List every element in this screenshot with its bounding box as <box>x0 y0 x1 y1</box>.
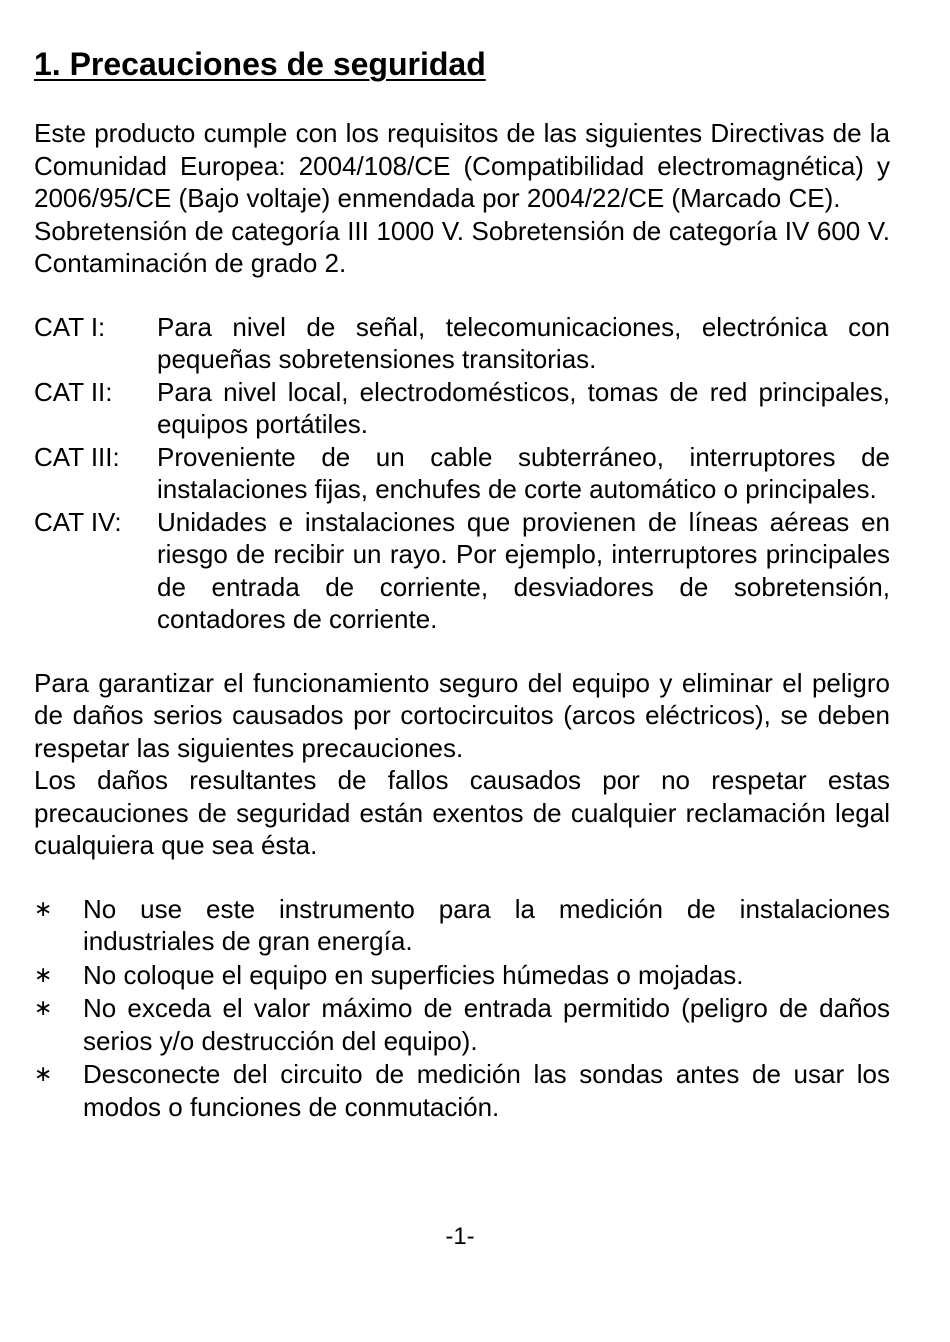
list-item-text: No coloque el equipo en superficies húmedas o mojadas. <box>83 959 744 990</box>
category-label: CAT II: <box>34 376 113 407</box>
asterisk-bullet-icon: ∗ <box>34 995 53 1020</box>
category-label: CAT III: <box>34 441 120 472</box>
intro-paragraph-overvoltage: Sobretensión de categoría III 1000 V. Sobretensión de categoría IV 600 V. Contaminación de grado 2. <box>34 215 890 278</box>
spacer <box>34 280 890 311</box>
category-description: Para nivel de señal, telecomunicaciones, electrónica con pequeñas sobretensiones transitorias. <box>157 311 890 374</box>
document-page <box>34 38 890 1124</box>
list-item-text: No exceda el valor máximo de entrada permitido (peligro de daños serios y/o destrucción del equipo). <box>83 993 890 1056</box>
category-label: CAT I: <box>34 311 106 342</box>
category-description: Para nivel local, electrodomésticos, tomas de red principales, equipos portátiles. <box>157 376 890 439</box>
page-number: -1- <box>445 1223 475 1250</box>
section-title: 1. Precauciones de seguridad <box>34 46 486 82</box>
category-item-cat-ii <box>34 376 890 441</box>
asterisk-bullet-icon: ∗ <box>34 961 53 987</box>
category-label: CAT IV: <box>34 506 122 537</box>
list-item-text: Desconecte del circuito de medición las sondas antes de usar los modos o funciones de conmutación. <box>83 1059 890 1122</box>
list-item <box>34 893 890 958</box>
spacer <box>34 90 890 117</box>
category-description: Unidades e instalaciones que provienen de líneas aéreas en riesgo de recibir un rayo. Por ejemplo, interruptores principales de entrada de corriente, desviadores de sobretensión, contadores de corriente. <box>157 506 890 634</box>
list-item <box>34 992 890 1057</box>
category-description: Proveniente de un cable subterráneo, interruptores de instalaciones fijas, enchufes de corte automático o principales. <box>157 441 890 504</box>
list-item <box>34 959 890 992</box>
list-item-text: No use este instrumento para la medición de instalaciones industriales de gran energía. <box>83 893 890 956</box>
category-item-cat-i <box>34 311 890 376</box>
category-item-cat-iii <box>34 441 890 506</box>
category-item-cat-iv <box>34 506 890 636</box>
intro-paragraph-directives: Este producto cumple con los requisitos de las siguientes Directivas de la Comunidad Europea: 2004/108/CE (Compatibilidad electromagnética) y 2006/95/CE (Bajo voltaje) enmendada por 2004/22/CE (Marcado CE). <box>34 118 890 213</box>
spacer <box>34 636 890 667</box>
list-item <box>34 1058 890 1123</box>
asterisk-bullet-icon: ∗ <box>34 1061 53 1086</box>
warning-paragraph-precautions: Para garantizar el funcionamiento seguro del equipo y eliminar el peligro de daños serios causados por cortocircuitos (arcos eléctricos), se deben respetar las siguientes precauciones. <box>34 667 890 763</box>
spacer <box>34 862 890 893</box>
asterisk-bullet-icon: ∗ <box>34 895 53 921</box>
warning-paragraph-liability: Los daños resultantes de fallos causados por no respetar estas precauciones de seguridad están exentos de cualquier reclamación legal cualquiera que sea ésta. <box>34 765 890 860</box>
